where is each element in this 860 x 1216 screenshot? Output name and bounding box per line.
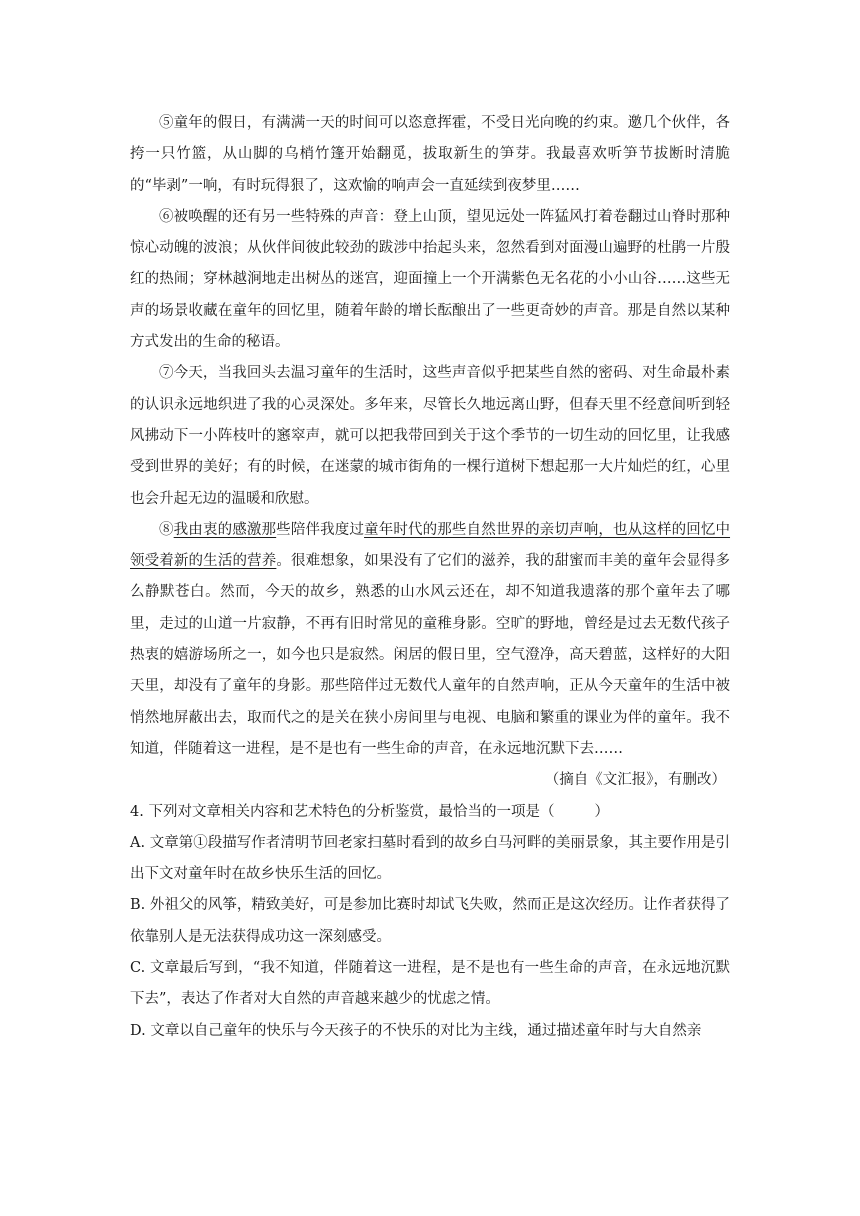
source-citation: （摘自《文汇报》，有删改） xyxy=(544,772,726,789)
option-b: B. 外祖父的风筝，精致美好，可是参加比赛时却试飞失败，然而正是这次经历。让作者获得了依靠别人是无法获得成功这一深刻感受。 xyxy=(130,897,730,945)
paragraph-5: ⑤童年的假日，有满满一天的时间可以恣意挥霍，不受日光向晚的约束。邀几个伙伴，各挎一只竹篮，从山脚的乌梢竹篷开始翻觅，拔取新生的笋芽。我最喜欢听笋节拔断时清脆的“毕剥”一响，有时玩得狠了，这欢愉的响声会一直延续到夜梦里…… xyxy=(130,115,730,194)
question-stem-text: 4. 下列对文章相关内容和艺术特色的分析鉴赏，最恰当的一项是（ xyxy=(130,803,555,820)
document-page xyxy=(130,108,730,1047)
paragraph-6: ⑥被唤醒的还有另一些特殊的声音：登上山顶，望见远处一阵猛风打着卷翻过山脊时那种惊心动魄的波浪；从伙伴间彼此较劲的跋涉中抬起头来，忽然看到对面漫山遍野的杜鹃一片殷红的热闹；穿林越涧地走出树丛的迷宫，迎面撞上一个开满紫色无名花的小小山谷……这些无声的场景收藏在童年的回忆里，随着年龄的增长酝酿出了一些更奇妙的声音。那是自然以某种方式发出的生命的秘语。 xyxy=(130,208,730,351)
paragraph-7: ⑦今天，当我回头去温习童年的生活时，这些声音似乎把某些自然的密码、对生命最朴素的认识永远地织进了我的心灵深处。多年来，尽管长久地远离山野，但春天里不经意间听到轻风拂动下一小阵枝叶的窸窣声，就可以把我带回到关于这个季节的一切生动的回忆里，让我感受到世界的美好；有的时候，在迷蒙的城市街角的一棵行道树下想起那一大片灿烂的红，心里也会升起无边的温暖和欣慰。 xyxy=(130,365,730,507)
paragraph-8 xyxy=(130,515,730,765)
question-stem xyxy=(130,797,730,828)
paragraph-8-number: ⑧ xyxy=(159,521,174,538)
option-c: C. 文章最后写到，“我不知道，伴随着这一进程，是不是也有一些生命的声音，在永远地沉默下去”，表达了作者对大自然的声音越来越少的忧虑之情。 xyxy=(130,960,730,1008)
question-stem-close: ） xyxy=(594,803,609,820)
underlined-phrase-1: 我由衷的感激那 xyxy=(173,521,277,538)
paragraph-8-text-rest: 。很难想象，如果没有了它们的滋养，我的甜蜜而丰美的童年会显得多么静默苍白。然而，今天的故乡，熟悉的山水风云还在，却不知道我遗落的那个童年去了哪里，走过的山道一片寂静，不再有旧时常见的童稚身影。空旷的野地，曾经是过去无数代孩子热衷的嬉游场所之一，如今也只是寂然。闲居的假日里，空气澄净，高天碧蓝，这样好的大阳天里，却没有了童年的身影。那些陪伴过无数代人童年的自然声响，正从今天童年的生活中被悄然地屏蔽出去，取而代之的是关在狭小房间里与电视、电脑和繁重的课业为伴的童年。我不知道，伴随着这一进程，是不是也有一些生命的声音，在永远地沉默下去…… xyxy=(130,553,730,757)
option-a: A. 文章第①段描写作者清明节回老家扫墓时看到的故乡白马河畔的美丽景象，其主要作用是引出下文对童年时在故乡快乐生活的回忆。 xyxy=(130,834,730,883)
paragraph-8-text-1: 些陪伴我度过 xyxy=(276,521,365,538)
option-d: D. 文章以自己童年的快乐与今天孩子的不快乐的对比为主线，通过描述童年时与大自然亲 xyxy=(130,1022,702,1039)
underlined-phrase-2: 童年时代的那些自然世界的亲切声响，也从这样的回忆中领受着新的生活的营养 xyxy=(130,521,731,570)
